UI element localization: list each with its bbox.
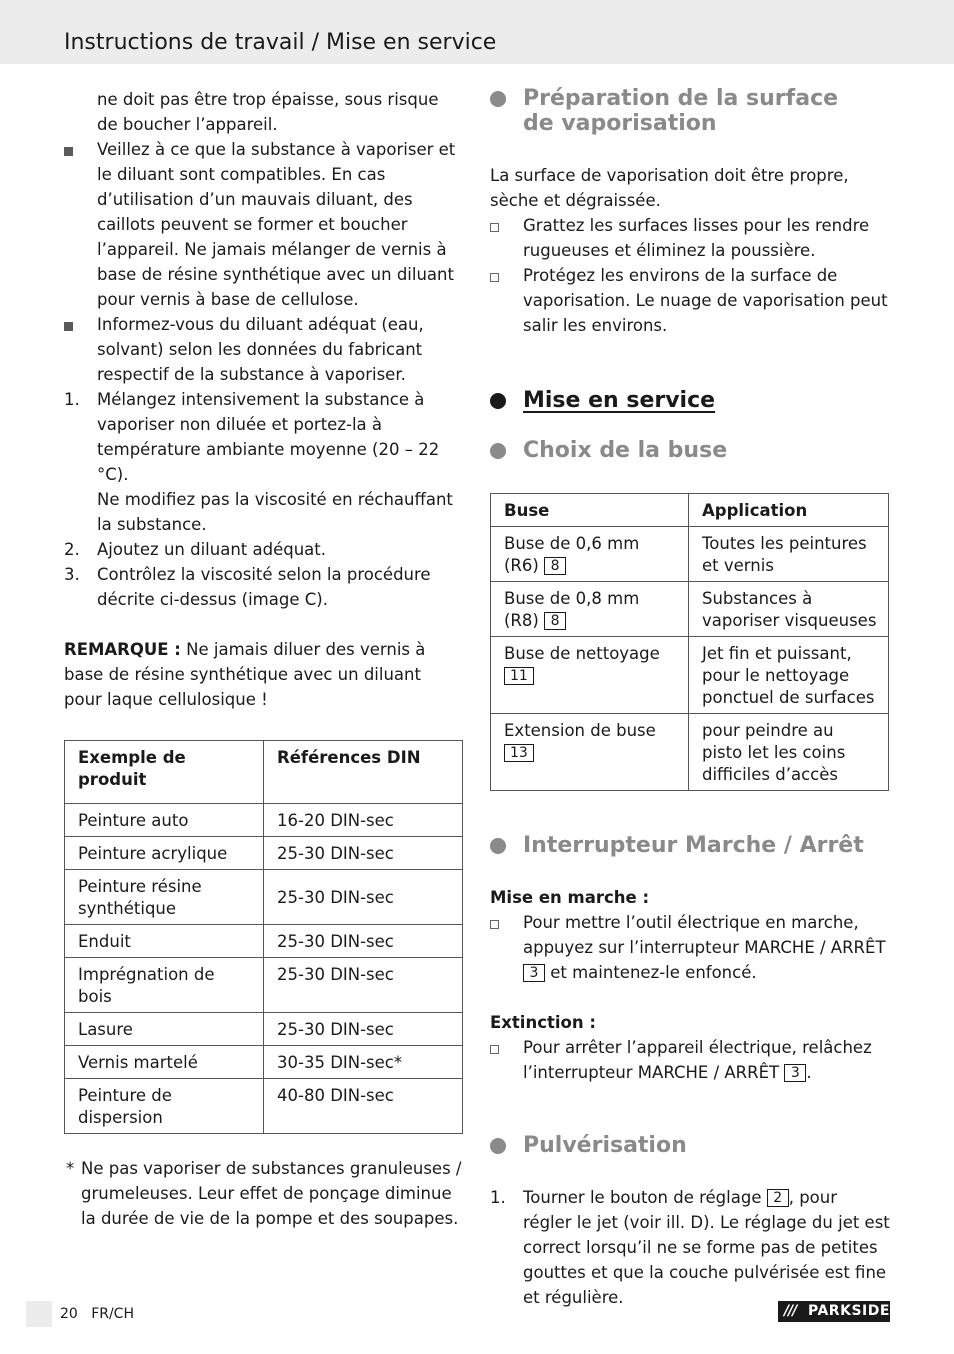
item-text: Pour mettre l’outil électrique en marche, appuyez sur l’interrupteur MARCHE / ARRÊT	[523, 913, 886, 957]
table-row	[491, 527, 889, 582]
step-extra: Ne modifiez pas la viscosité en réchauffant la substance.	[97, 490, 453, 534]
cell-din: 25-30 DIN-sec	[264, 925, 463, 958]
table-row	[491, 637, 889, 714]
section-heading-preparation	[490, 86, 863, 136]
table-header-application: Application	[689, 494, 889, 527]
reference-number: 8	[544, 557, 566, 575]
continued-text: ne doit pas être trop épaisse, sous risque de boucher l’appareil.	[97, 90, 439, 134]
cell-din: 16-20 DIN-sec	[264, 804, 463, 837]
cell-application: Jet fin et puissant, pour le nettoyage ponctuel de surfaces	[689, 637, 889, 714]
checkbox-bullet-icon	[490, 213, 499, 239]
footnote-text: Ne pas vaporiser de substances granuleuses / grumeleuses. Leur effet de ponçage diminue la durée de vie de la pompe et des soupapes.	[81, 1159, 462, 1228]
cell-application: Toutes les peintures et vernis	[689, 527, 889, 582]
bullet-dot-icon	[490, 838, 506, 854]
step-item	[64, 387, 464, 537]
checkbox-bullet-icon	[490, 1035, 499, 1061]
step-number: 3.	[64, 565, 80, 584]
table-header-din: Références DIN	[264, 741, 463, 804]
table-header-row	[491, 494, 889, 527]
cell-nozzle: Buse de 0,8 mm (R8) 8	[491, 582, 689, 637]
logo-slashes: ///	[784, 1303, 797, 1319]
page-number: 20 FR/CH	[60, 1306, 134, 1322]
checkbox-item	[490, 263, 890, 338]
section-heading-spraying	[490, 1133, 890, 1158]
bullet-item	[64, 312, 464, 387]
cell-nozzle: Extension de buse 13	[491, 714, 689, 791]
left-column	[64, 87, 464, 1231]
step-text: Mélangez intensivement la substance à vaporiser non diluée et portez-la à température ambiante moyenne (20 – 22 °C).	[97, 390, 440, 484]
step-number: 1.	[490, 1188, 506, 1207]
table-header-product: Exemple de produit	[65, 741, 264, 804]
table-row	[65, 1046, 463, 1079]
step-text: Tourner le bouton de réglage	[523, 1188, 762, 1207]
section-heading-nozzle	[490, 438, 890, 463]
cell-din: 25-30 DIN-sec	[264, 837, 463, 870]
cell-din: 30-35 DIN-sec*	[264, 1046, 463, 1079]
cell-din: 25-30 DIN-sec	[264, 1013, 463, 1046]
table-header-row	[65, 741, 463, 804]
remark	[64, 637, 464, 712]
table-row	[65, 804, 463, 837]
bullet-text: Informez-vous du diluant adéquat (eau, solvant) selon les données du fabricant respectif de la substance à vaporiser.	[97, 315, 424, 384]
footnote-mark: *	[66, 1159, 75, 1178]
cell-product: Vernis martelé	[65, 1046, 264, 1079]
heading-text: Mise en service	[523, 388, 716, 413]
table-row	[65, 1013, 463, 1046]
prep-text: La surface de vaporisation doit être propre, sèche et dégraissée.	[490, 166, 849, 210]
section-heading-service	[490, 388, 890, 413]
checkbox-bullet-icon	[490, 910, 499, 936]
table-row	[491, 714, 889, 791]
section-heading-switch	[490, 833, 890, 858]
step-text: Ajoutez un diluant adéquat.	[97, 540, 326, 559]
cell-din: 40-80 DIN-sec	[264, 1079, 463, 1134]
bullet-dot-icon	[490, 443, 506, 459]
remark-label: REMARQUE :	[64, 640, 181, 659]
cell-din: 25-30 DIN-sec	[264, 870, 463, 925]
table-row	[65, 925, 463, 958]
table-row	[491, 582, 889, 637]
heading-text: Préparation de la surface de vaporisation	[523, 86, 839, 136]
language-code: FR/CH	[91, 1306, 134, 1322]
remark-text: Ne jamais diluer des vernis à base de résine synthétique avec un diluant pour laque cellulosique !	[64, 640, 426, 709]
reference-number: 3	[523, 964, 545, 982]
switch-on-label: Mise en marche :	[490, 888, 650, 907]
step-number: 2.	[64, 540, 80, 559]
logo-text: PARKSIDE	[808, 1303, 890, 1319]
parkside-logo	[778, 1301, 890, 1322]
square-bullet-icon	[64, 312, 73, 338]
cell-din: 25-30 DIN-sec	[264, 958, 463, 1013]
cell-product: Lasure	[65, 1013, 264, 1046]
cell-nozzle: Buse de 0,6 mm (R6) 8	[491, 527, 689, 582]
heading-text: Interrupteur Marche / Arrêt	[523, 833, 864, 858]
bullet-dot-icon	[490, 1138, 506, 1154]
reference-number: 13	[504, 744, 534, 762]
page-header	[0, 0, 954, 64]
checkbox-item: Pour mettre l’outil électrique en marche, appuyez sur l’interrupteur MARCHE / ARRÊT 3 et maintenez-le enfoncé.	[490, 910, 890, 985]
item-text: Grattez les surfaces lisses pour les rendre rugueuses et éliminez la poussière.	[523, 216, 870, 260]
cell-product: Peinture résine synthétique	[65, 870, 264, 925]
step-text: Contrôlez la viscosité selon la procédure décrite ci-dessus (image C).	[97, 565, 431, 609]
reference-number: 11	[504, 667, 534, 685]
checkbox-item	[490, 213, 890, 263]
nozzle-table	[490, 493, 889, 791]
cell-product: Peinture de dispersion	[65, 1079, 264, 1134]
bullet-dot-icon	[490, 91, 506, 107]
table-row	[65, 958, 463, 1013]
item-text: Pour arrêter l’appareil électrique, relâchez l’interrupteur MARCHE / ARRÊT	[523, 1038, 872, 1082]
reference-number: 2	[767, 1189, 789, 1207]
table-header-nozzle: Buse	[491, 494, 689, 527]
bullet-dot-icon	[490, 393, 506, 409]
bullet-item	[64, 137, 464, 312]
bullet-text: Veillez à ce que la substance à vaporiser et le diluant sont compatibles. En cas d’utilisation d’un mauvais diluant, des caillots peuvent se former et boucher l’appareil. Ne jamais mélanger de vernis à base de résine synthétique avec un diluant pour vernis à base de cellulose.	[97, 140, 456, 309]
din-table	[64, 740, 463, 1134]
cell-product: Peinture auto	[65, 804, 264, 837]
cell-application: Substances à vaporiser visqueuses	[689, 582, 889, 637]
right-column	[490, 86, 890, 1310]
step-item	[64, 537, 464, 562]
checkbox-item: Pour arrêter l’appareil électrique, relâchez l’interrupteur MARCHE / ARRÊT 3 .	[490, 1035, 890, 1085]
footer-tab	[26, 1301, 52, 1327]
table-row	[65, 837, 463, 870]
cell-product: Imprégnation de bois	[65, 958, 264, 1013]
step-number: 1.	[64, 390, 80, 409]
cell-nozzle: Buse de nettoyage 11	[491, 637, 689, 714]
step-item	[64, 562, 464, 612]
item-text: Protégez les environs de la surface de vaporisation. Le nuage de vaporisation peut salir les environs.	[523, 266, 888, 335]
page-title: Instructions de travail / Mise en service	[64, 30, 497, 55]
reference-number: 3	[784, 1064, 806, 1082]
heading-text: Pulvérisation	[523, 1133, 687, 1158]
step-item: 1. Tourner le bouton de réglage 2 , pour régler le jet (voir ill. D). Le réglage du jet est correct lorsqu’il ne se forme pas de petites gouttes et que la couche pulvérisée est fine et régulière.	[490, 1185, 890, 1310]
cell-product: Peinture acrylique	[65, 837, 264, 870]
table-row	[65, 870, 463, 925]
table-row	[65, 1079, 463, 1134]
cell-application: pour peindre au pisto let les coins difficiles d’accès	[689, 714, 889, 791]
reference-number: 8	[544, 612, 566, 630]
footnote	[64, 1156, 464, 1231]
checkbox-bullet-icon	[490, 263, 499, 289]
switch-off-label: Extinction :	[490, 1013, 596, 1032]
heading-text: Choix de la buse	[523, 438, 728, 463]
cell-product: Enduit	[65, 925, 264, 958]
square-bullet-icon	[64, 137, 73, 163]
